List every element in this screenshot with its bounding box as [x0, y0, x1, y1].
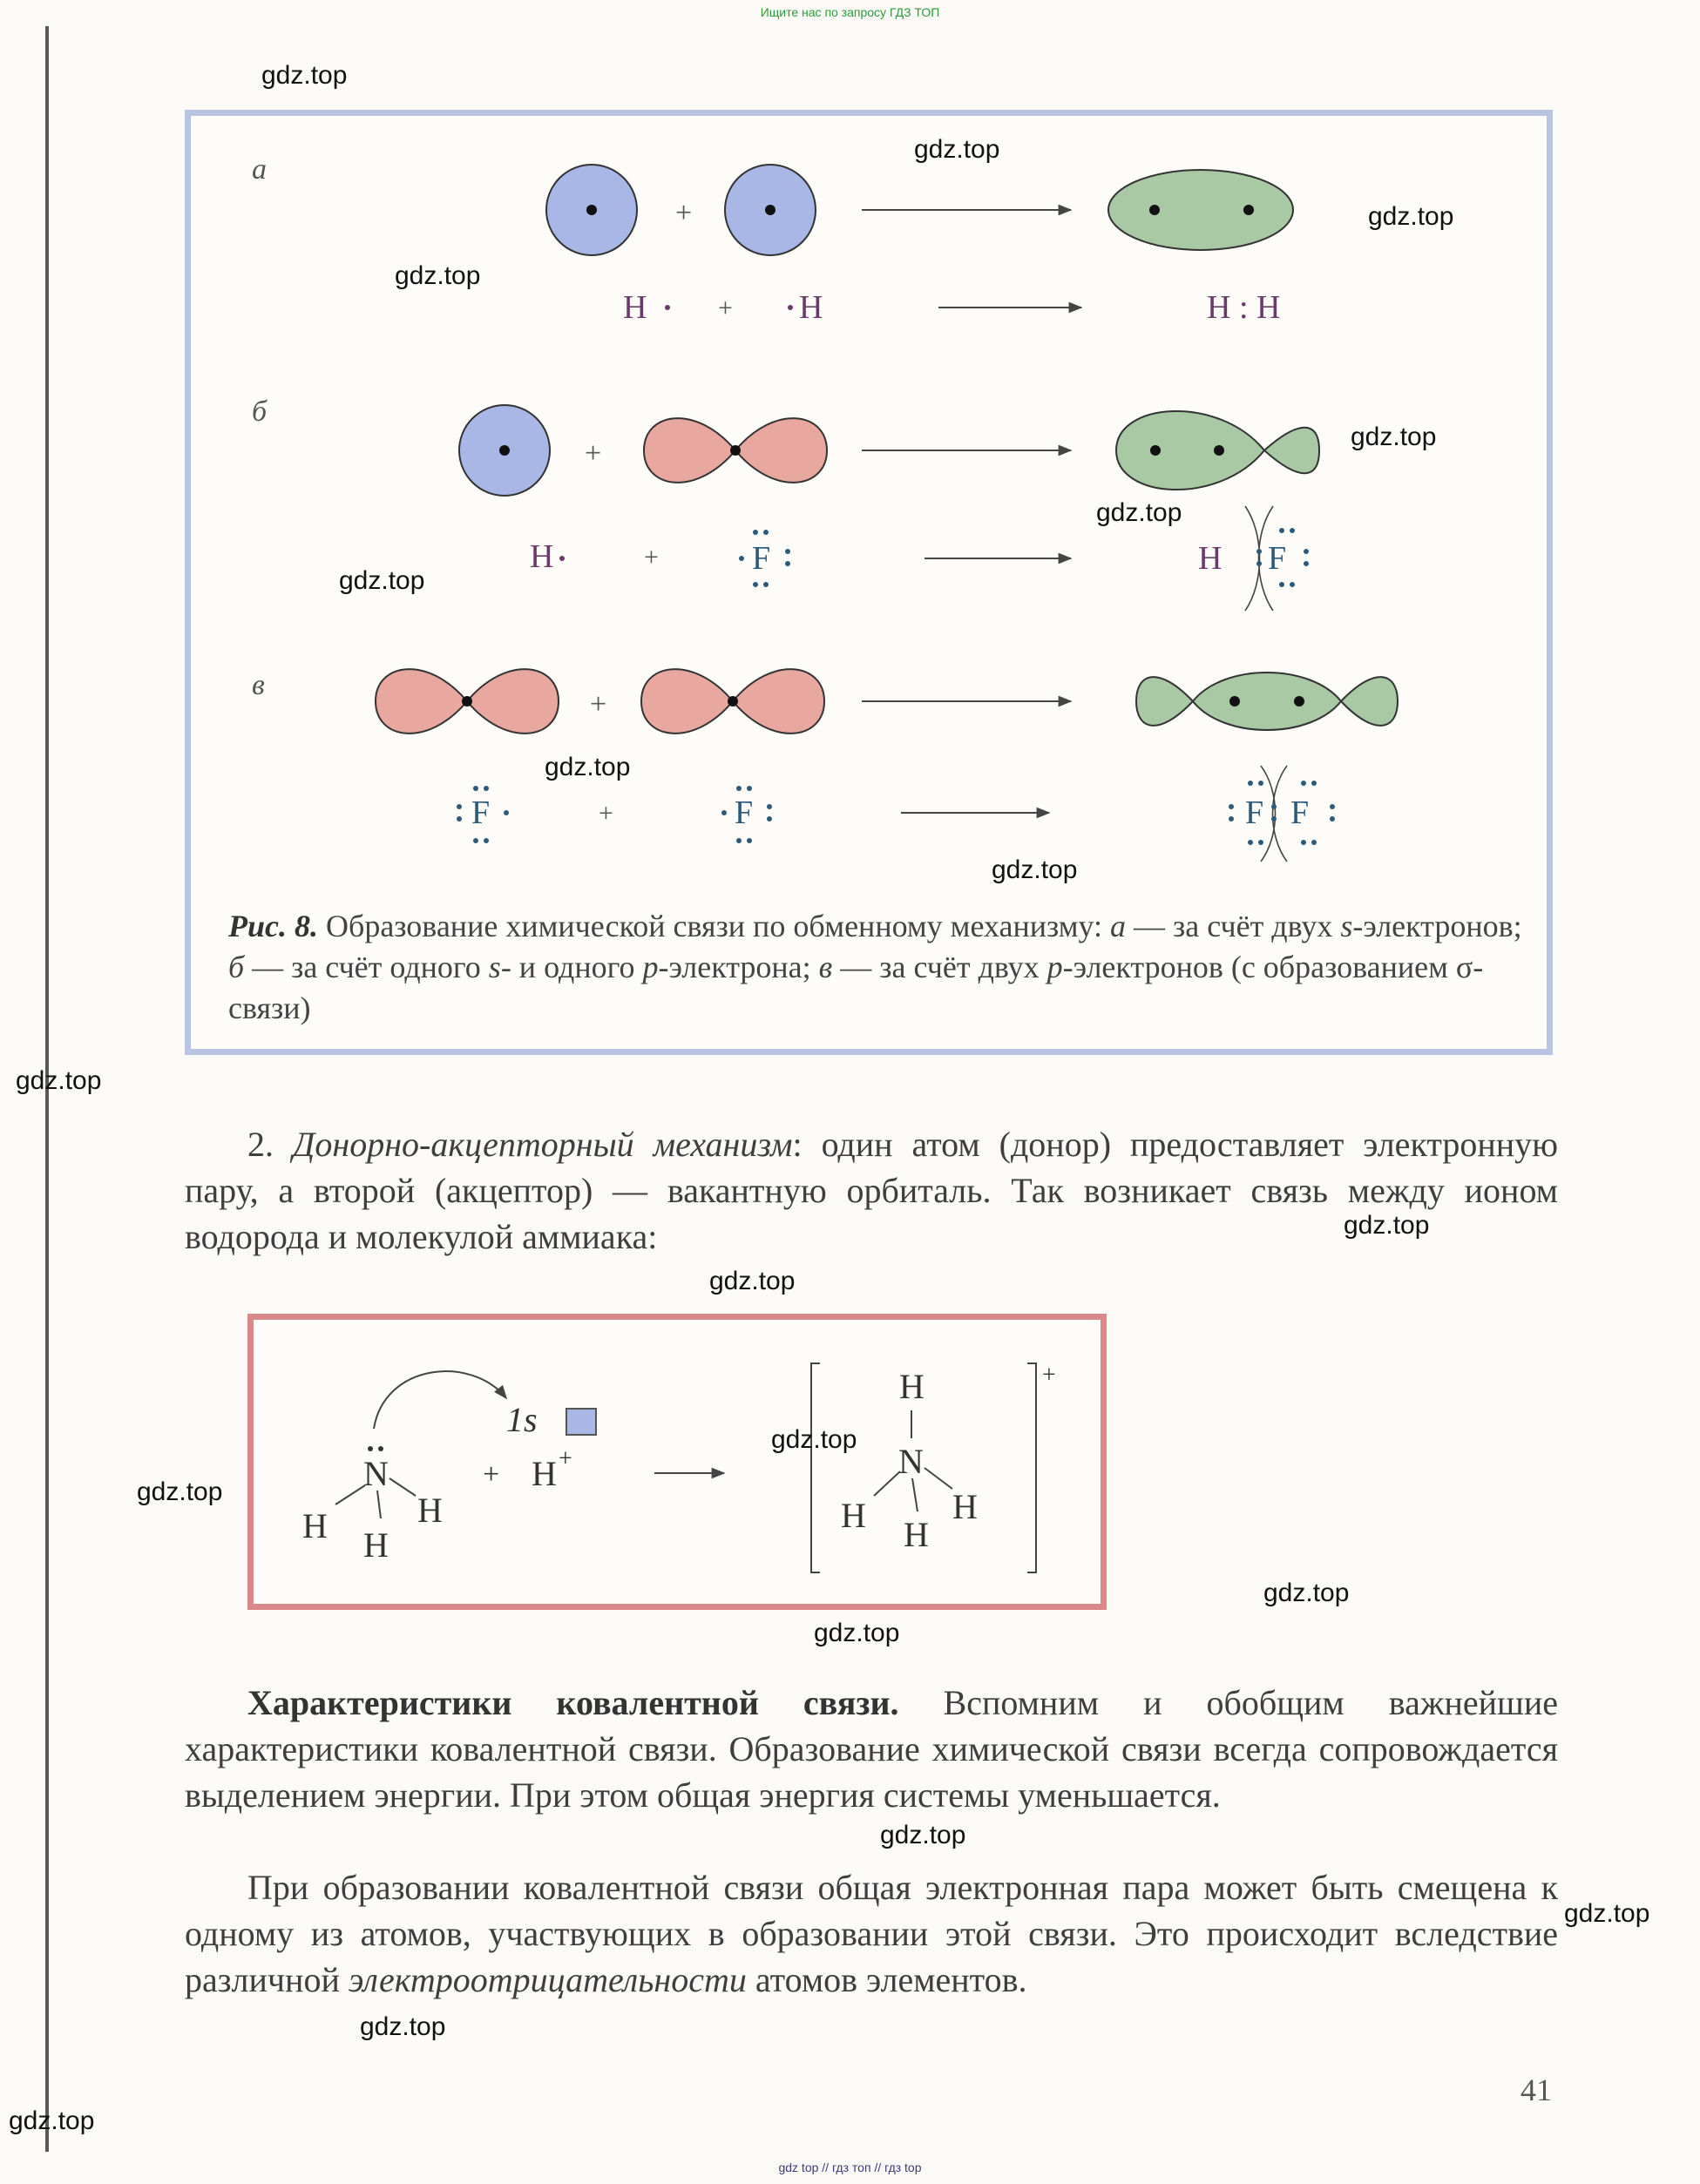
ion-charge: +: [1042, 1362, 1056, 1389]
watermark: gdz.top: [137, 1477, 223, 1506]
top-note: Ищите нас по запросу ГДЗ ТОП: [760, 5, 940, 19]
watermark: gdz.top: [1096, 498, 1182, 527]
electron-dot: [1214, 445, 1224, 456]
symbol-f: F: [1268, 540, 1287, 577]
watermark: gdz.top: [339, 566, 425, 595]
caption-label: Рис. 8.: [228, 909, 318, 943]
lone-pair-dot: [368, 1446, 373, 1451]
lone-pair-dot: [378, 1446, 383, 1451]
watermark: gdz.top: [992, 855, 1078, 884]
electron-dot: [1229, 696, 1240, 707]
watermark: gdz.top: [1564, 1899, 1650, 1928]
watermark: gdz.top: [1344, 1211, 1430, 1240]
electron-dot: [1243, 205, 1254, 215]
watermark: gdz.top: [360, 2012, 446, 2041]
paragraph-donor-acceptor: 2. Донорно-акцепторный механизм: один атом (донор) предоставляет электронную пару, а второй (акцептор) — вакантную орбиталь. Так возникает связь между ионом водорода и молекулой аммиака:: [185, 1125, 1559, 1256]
ammonium-scheme: [247, 1314, 1107, 1610]
ammonium-diagram: [254, 1320, 1101, 1604]
vacant-orbital-box: [566, 1409, 596, 1435]
overlap-arcs: [1261, 766, 1287, 862]
electron-dot: [1294, 696, 1304, 707]
plus-sign: +: [585, 437, 602, 470]
bond-orbital: [1136, 673, 1398, 730]
watermark: gdz.top: [395, 261, 481, 290]
paragraph-polarity: При образовании ковалентной связи общая электронная пара может быть смещена к одному из атомов, участвующих в образовании этой связи. Это происходит вследствие различной электроотрицательности атомов элементов.: [185, 1868, 1558, 1999]
hydrogen-ion: H: [532, 1454, 557, 1493]
watermark: gdz.top: [709, 1267, 796, 1295]
row-label-b: б: [252, 396, 268, 428]
term-donor-acceptor: Донорно-акцепторный механизм: [292, 1125, 793, 1164]
watermark: gdz.top: [16, 1066, 102, 1095]
section-heading: Характеристики ковалентной связи.: [247, 1683, 899, 1722]
bond-orbital: [1108, 170, 1293, 250]
row-label-a: а: [252, 153, 267, 186]
electron-dot: [730, 445, 741, 456]
electron-dot: [788, 305, 793, 310]
watermark: gdz.top: [1351, 423, 1437, 451]
symbol-h: H: [623, 289, 647, 326]
watermark: gdz.top: [771, 1425, 857, 1454]
symbol-f: F: [735, 794, 754, 831]
row-label-c: в: [252, 669, 265, 701]
plus-sign: +: [718, 294, 733, 322]
term-electronegativity: электроотрицательности: [348, 1960, 747, 1999]
product-h2: H : H: [1207, 289, 1281, 326]
electron-dot: [1256, 549, 1262, 554]
symbol-f: F: [1290, 794, 1310, 831]
plus-sign: +: [644, 543, 659, 571]
atom-n: N: [363, 1454, 389, 1493]
symbol-h: H: [799, 289, 823, 326]
atom-n: N: [898, 1442, 924, 1481]
atom-h: H: [302, 1506, 328, 1545]
electron-dot: [586, 205, 597, 215]
atom-h: H: [952, 1487, 978, 1526]
bottom-note: gdz top // гдз топ // гдз top: [778, 2160, 922, 2174]
symbol-f: F: [752, 540, 771, 577]
plus-sign: +: [483, 1458, 500, 1491]
electron-dot: [1150, 445, 1161, 456]
watermark: gdz.top: [261, 61, 348, 90]
watermark: gdz.top: [880, 1821, 966, 1849]
figure-8-caption: Рис. 8. Образование химической связи по обменному механизму: а — за счёт двух s-электронов; б — за счёт одного s- и одного p-электрона; в — за счёт двух p-электронов (с образованием σ-связи): [228, 909, 1522, 1025]
plus-sign: +: [675, 197, 693, 229]
electron-dot: [665, 305, 670, 310]
electron-dot: [1149, 205, 1160, 215]
electron-dot: [559, 556, 565, 561]
electron-dot: [1256, 561, 1262, 566]
atom-h: H: [899, 1367, 925, 1406]
plus-sign: +: [599, 799, 613, 828]
watermark: gdz.top: [814, 1619, 900, 1647]
symbol-h: H: [530, 538, 554, 575]
hydrogen-ion-charge: +: [559, 1445, 572, 1472]
atom-h: H: [841, 1496, 866, 1535]
electron-dot: [499, 445, 510, 456]
atom-h: H: [904, 1515, 929, 1554]
bracket-right: [1027, 1363, 1036, 1572]
atom-h: H: [363, 1525, 389, 1565]
watermark: gdz.top: [914, 135, 1000, 164]
electron-dot: [765, 205, 775, 215]
electron-pair-arrow: [374, 1371, 506, 1429]
watermark: gdz.top: [1263, 1579, 1350, 1607]
orbital-label: 1s: [506, 1400, 538, 1439]
symbol-h: H: [1198, 540, 1223, 577]
watermark: gdz.top: [1368, 202, 1454, 231]
page-number: 41: [1521, 2072, 1552, 2107]
atom-h: H: [417, 1491, 443, 1530]
watermark: gdz.top: [545, 753, 631, 781]
plus-sign: +: [590, 688, 607, 720]
symbol-f: F: [471, 794, 491, 831]
paragraph-characteristics: Характеристики ковалентной связи. Вспомним и обобщим важнейшие характеристики ковалентной связи. Образование химической связи всегда сопровождается выделением энергии. При этом общая энергия системы уменьшается.: [185, 1683, 1559, 1815]
electron-dot: [462, 696, 472, 707]
symbol-f: F: [1245, 794, 1264, 831]
bracket-left: [811, 1363, 820, 1572]
electron-dot: [1271, 804, 1277, 809]
electron-dot: [1271, 816, 1277, 822]
watermark: gdz.top: [9, 2106, 95, 2135]
electron-dot: [728, 696, 738, 707]
